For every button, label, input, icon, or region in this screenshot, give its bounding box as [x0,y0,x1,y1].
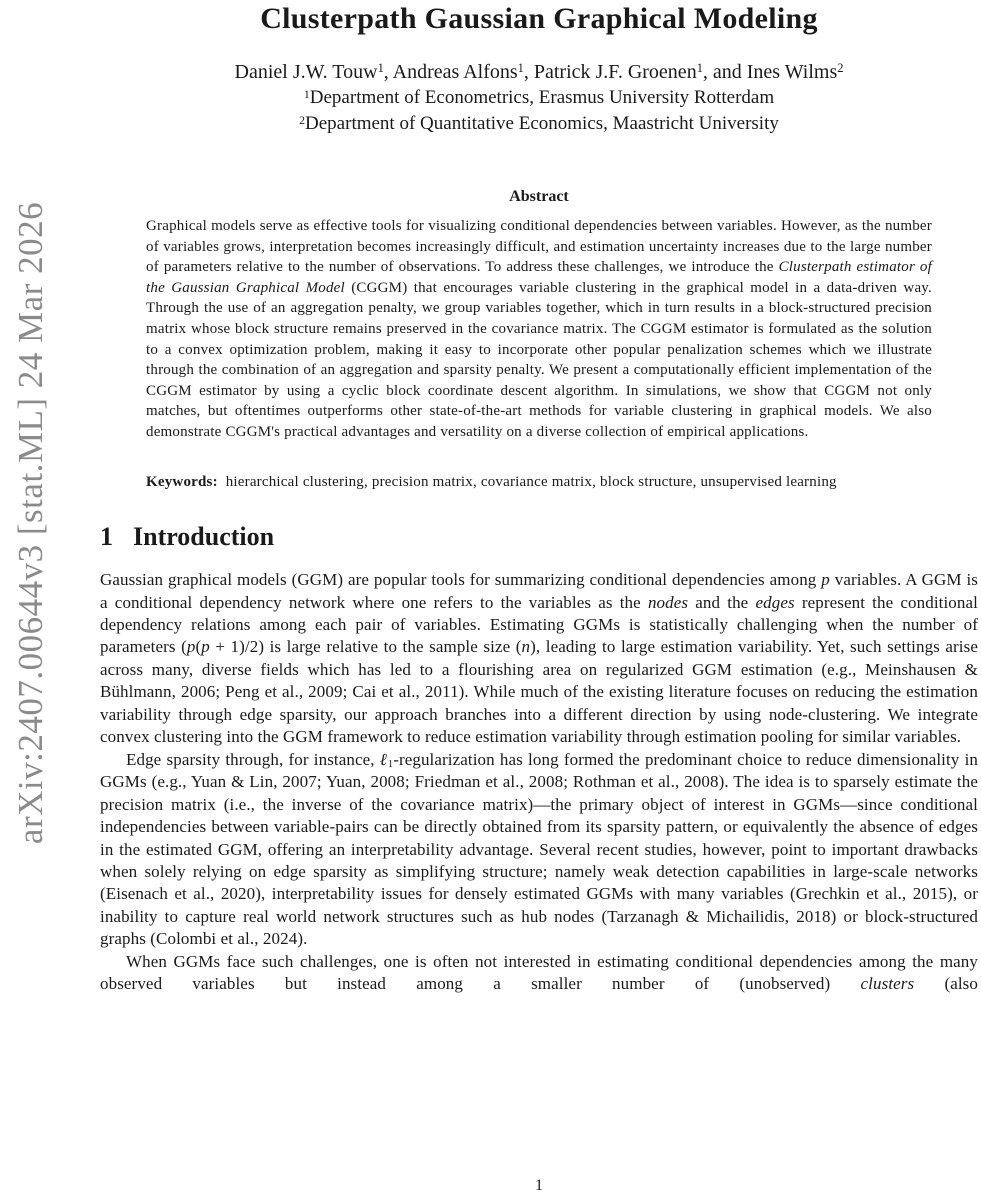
paragraph-intro-2: Edge sparsity through, for instance, ℓ1-regularization has long formed the predominant choice to reduce dimensionality in GGMs (e.g., Yuan & Lin, 2007; Yuan, 2008; Friedman et al., 2008; Rothman et al., 2008). The idea is to sparsely estimate the precision matrix (i.e., the inverse of the covariance matrix)—the primary object of interest in GGMs—since conditional independencies between variable-pairs can be directly obtained from its sparsity pattern, or equivalently the absence of edges in the estimated GGM, offering an interpretability advantage. Several recent studies, however, point to important drawbacks when solely relying on edge sparsity as simplifying structure; namely weak detection capabilities in large-scale networks (Eisenach et al., 2020), interpretability issues for densely estimated GGMs with many variables (Grechkin et al., 2015), or inability to capture real world network structures such as hub nodes (Tarzanagh & Michailidis, 2018) or block-structured graphs (Colombi et al., 2024). [100,749,978,949]
affiliation-2: $^2$Department of Quantitative Economics, Maastricht University [299,113,779,134]
section-title: Introduction [133,522,275,552]
arxiv-watermark: arXiv:2407.00644v3 [stat.ML] 24 Mar 2026 [11,201,50,845]
author-line: Daniel J.W. Touw$^1$, Andreas Alfons$^1$, Patrick J.F. Groenen$^1$, and Ines Wilms$^2$ [234,61,844,83]
keywords-line: Keywords: hierarchical clustering, precision matrix, covariance matrix, block structure, unsupervised learning [146,473,837,490]
affiliation-1: $^1$Department of Econometrics, Erasmus University Rotterdam [303,87,775,108]
paragraph-intro-1: Gaussian graphical models (GGM) are popular tools for summarizing conditional dependencies among p variables. A GGM is a conditional dependency network where one refers to the variables as the nodes and the edges represent the conditional dependency relations among each pair of variables. Estimating GGMs is statistically challenging when the number of parameters (p(p + 1)/2) is large relative to the sample size (n), leading to large estimation variability. Yet, such settings arise across many, diverse fields which has led to a flourishing area on regularized GGM estimation (e.g., Meinshausen & Bühlmann, 2006; Peng et al., 2009; Cai et al., 2011). While much of the existing literature focuses on reducing the estimation variability through edge sparsity, our approach branches into a different direction by using node-clustering. We integrate convex clustering into the GGM framework to reduce estimation variability through estimation pooling for similar variables. [100,570,978,747]
abstract-heading: Abstract [509,188,569,205]
section-heading [100,522,978,552]
section-number: 1 [100,522,113,552]
abstract-text: Graphical models serve as effective tools for visualizing conditional dependencies between variables. However, as the number of variables grows, interpretation becomes increasingly difficult, and estimation uncertainty increases due to the large number of parameters relative to the number of observations. To address these challenges, we introduce the Clusterpath estimator of the Gaussian Graphical Model (CGGM) that encourages variable clustering in the graphical model in a data-driven way. Through the use of an aggregation penalty, we group variables together, which in turn results in a block-structured precision matrix whose block structure remains preserved in the covariance matrix. The CGGM estimator is formulated as the solution to a convex optimization problem, making it easy to incorporate other popular penalization schemes which we illustrate through the combination of an aggregation and sparsity penalty. We present a computationally efficient implementation of the CGGM estimator by using a cyclic block coordinate descent algorithm. In simulations, we show that CGGM not only matches, but oftentimes outperforms other state-of-the-art methods for variable clustering in graphical models. We also demonstrate CGGM's practical advantages and versatility on a diverse collection of empirical applications. [146,218,932,440]
paper-title: Clusterpath Gaussian Graphical Modeling [260,2,818,35]
page-number: 1 [535,1177,543,1194]
paragraph-intro-3: When GGMs face such challenges, one is often not interested in estimating conditional dependencies among the many observed variables but instead among a smaller number of (unobserved) clusters (also [100,951,978,994]
text-column [100,0,978,996]
